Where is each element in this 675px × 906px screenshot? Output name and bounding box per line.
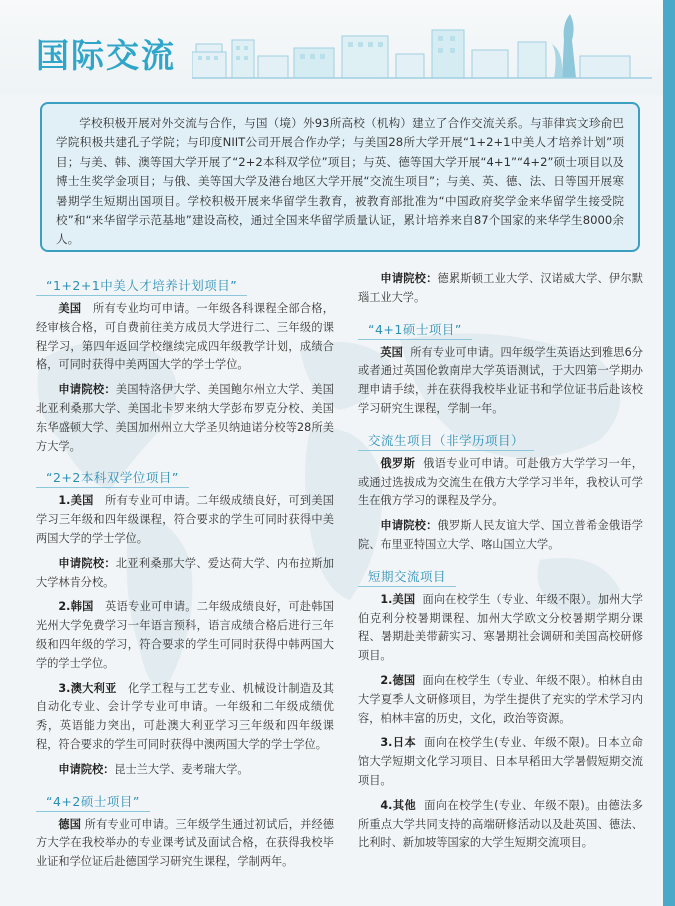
text: 英语专业可申请。二年级成绩良好，可赴韩国光州大学免费学习一年语言预科，语言成绩合格后进行三年级和四年级的学习，符合要求的学生可同时获得中韩两国大学的学士学位。	[36, 600, 334, 670]
section-title-2-2: “2+2本科双学位项目”	[36, 468, 189, 488]
paragraph-schools-ru	[358, 517, 643, 555]
paragraph-short-germany	[358, 672, 643, 728]
text: 德累斯顿工业大学、汉诺威大学、伊尔默瑙工业大学。	[358, 272, 643, 304]
paragraph-korea-22	[36, 598, 334, 673]
paragraph-schools-121	[36, 381, 334, 456]
text: 昆士兰大学、麦考瑞大学。	[114, 762, 249, 776]
page-title: 国际交流	[36, 36, 176, 75]
section-title-4-1: “4+1硕士项目”	[358, 320, 472, 340]
left-column	[36, 270, 334, 878]
paragraph-germany-42	[36, 816, 334, 872]
intro-text: 学校积极开展对外交流与合作，与国（境）外93所高校（机构）建立了合作交流关系。与菲律宾文珍俞巴学院积极共建孔子学院；与印度NIIT公司开展合作办学；与美国28所大学开展“1+2+1中美人才培养计划”项目；与美、韩、澳等国大学开展了“2+2本科双学位”项目；与英、德等国大学开展“4+1”“4+2”硕士项目以及博士生奖学金项目；与俄、美等国大学及港台地区大学开展“交流生项目”；与美、英、德、法、日等国开展寒暑期学生短期出国项目。学校积极开展来华留学生教育，被教育部批准为“中国政府奖学金来华留学生接受院校”和“来华留学示范基地”建设高校，通过全国来华留学质量认证，累计培养来自87个国家的来华学生8000余人。	[56, 116, 624, 247]
text: 面向在校学生(专业、年级不限)。由德法多所重点大学共同支持的高端研修活动以及赴英国、德法、比利时、新加坡等国家的大学生短期交流项目。	[358, 798, 643, 850]
paragraph-schools-au	[36, 761, 334, 780]
paragraph-schools-de	[358, 270, 643, 308]
text: 面向在校学生（专业、年级不限）。加州大学伯克利分校暑期课程、加州大学欧文分校暑期学期分课程、暑期赴美带薪实习、寒暑期社会调研和美国高校研修项目。	[358, 592, 643, 663]
paragraph-australia-22	[36, 680, 334, 755]
text: 面向在校学生(专业、年级不限)。日本立命馆大学短期文化学习项目、日本早稻田大学暑假短期交流项目。	[358, 736, 643, 787]
label: 申请院校：	[380, 519, 438, 533]
paragraph-usa-22	[36, 492, 334, 548]
text: 所有专业可申请。三年级学生通过初试后，并经德方大学在我校举办的专业课考试及面试合格，在获得我校毕业证和学位证后赴德国学习研究生课程，学制两年。	[36, 817, 334, 869]
text: 美国特洛伊大学、美国鲍尔州立大学、美国北亚利桑那大学、美国北卡罗来纳大学彭布罗克分校、美国东华盛顿大学、美国加州州立大学圣贝纳迪诺分校等28所美方大学。	[36, 383, 334, 453]
right-column	[358, 270, 643, 859]
campus-skyline-illustration	[192, 10, 652, 80]
paragraph-usa-121	[36, 300, 334, 375]
label: 德国	[58, 817, 82, 831]
label: 申请院校：	[58, 556, 116, 570]
text: 所有专业可申请。四年级学生英语达到雅思6分或者通过英国伦敦南岸大学英语测试，于大四第一学期办理申请手续，并在获得我校毕业证书和学位证书后赴该校学习研究生课程，学制一年。	[358, 345, 643, 415]
text: 面向在校学生（专业、年级不限）。柏林自由大学夏季人文研修项目，为学生提供了充实的学术学习内容，柏林丰富的历史，文化，政治等资源。	[358, 673, 643, 725]
text: 所有专业均可申请。一年级各科课程全部合格，经审核合格，可自费前往美方成员大学进行二、三年级的课程学习，第四年返回学校继续完成四年级教学计划，成绩合格，可同时获得中美两国大学的学士学位。	[36, 302, 334, 372]
text: 俄语专业可申请。可赴俄方大学学习一年，或通过选拔成为交流生在俄方大学学习半年，我校认可学生在俄方学习的课程及学分。	[358, 456, 643, 508]
paragraph-short-other	[358, 797, 643, 853]
paragraph-russia	[358, 455, 643, 511]
paragraph-uk-41	[358, 344, 643, 419]
paragraph-short-japan	[358, 734, 643, 790]
section-title-4-2: “4+2硕士项目”	[36, 792, 150, 812]
text: 化学工程与工艺专业、机械设计制造及其自动化专业、会计学专业可申请。一年级和二年级成绩优秀，英语能力突出，可赴澳大利亚学习三年级和四年级课程，符合要求的学生可同时获得中澳两国大学的学士学位。	[36, 681, 334, 751]
section-title-exchange: 交流生项目（非学历项目）	[358, 431, 534, 451]
label: 申请院校：	[380, 272, 438, 285]
label: 申请院校：	[58, 762, 115, 776]
label: 2.韩国	[58, 600, 94, 614]
label: 俄罗斯	[380, 456, 416, 470]
label: 申请院校：	[58, 383, 116, 397]
label: 2.德国	[380, 673, 416, 687]
paragraph-schools-22	[36, 555, 334, 593]
label: 英国	[380, 345, 403, 359]
text: 北亚利桑那大学、爱达荷大学、内布拉斯加大学林肯分校。	[36, 556, 334, 589]
label: 美国	[58, 302, 82, 315]
label: 3.日本	[380, 736, 417, 750]
paragraph-short-usa	[358, 591, 643, 666]
label: 1.美国	[380, 592, 416, 606]
label: 1.美国	[58, 494, 94, 508]
label: 4.其他	[380, 798, 417, 812]
intro-box	[40, 102, 640, 252]
section-title-short-term: 短期交流项目	[358, 567, 456, 587]
section-title-1-2-1: “1+2+1中美人才培养计划项目”	[36, 276, 247, 296]
text: 俄罗斯人民友谊大学、国立普希金俄语学院、布里亚特国立大学、喀山国立大学。	[358, 519, 643, 551]
text: 所有专业可申请。二年级成绩良好，可到美国学习三年级和四年级课程，符合要求的学生可同时获得中美两国大学的学士学位。	[36, 494, 334, 545]
label: 3.澳大利亚	[58, 681, 117, 695]
